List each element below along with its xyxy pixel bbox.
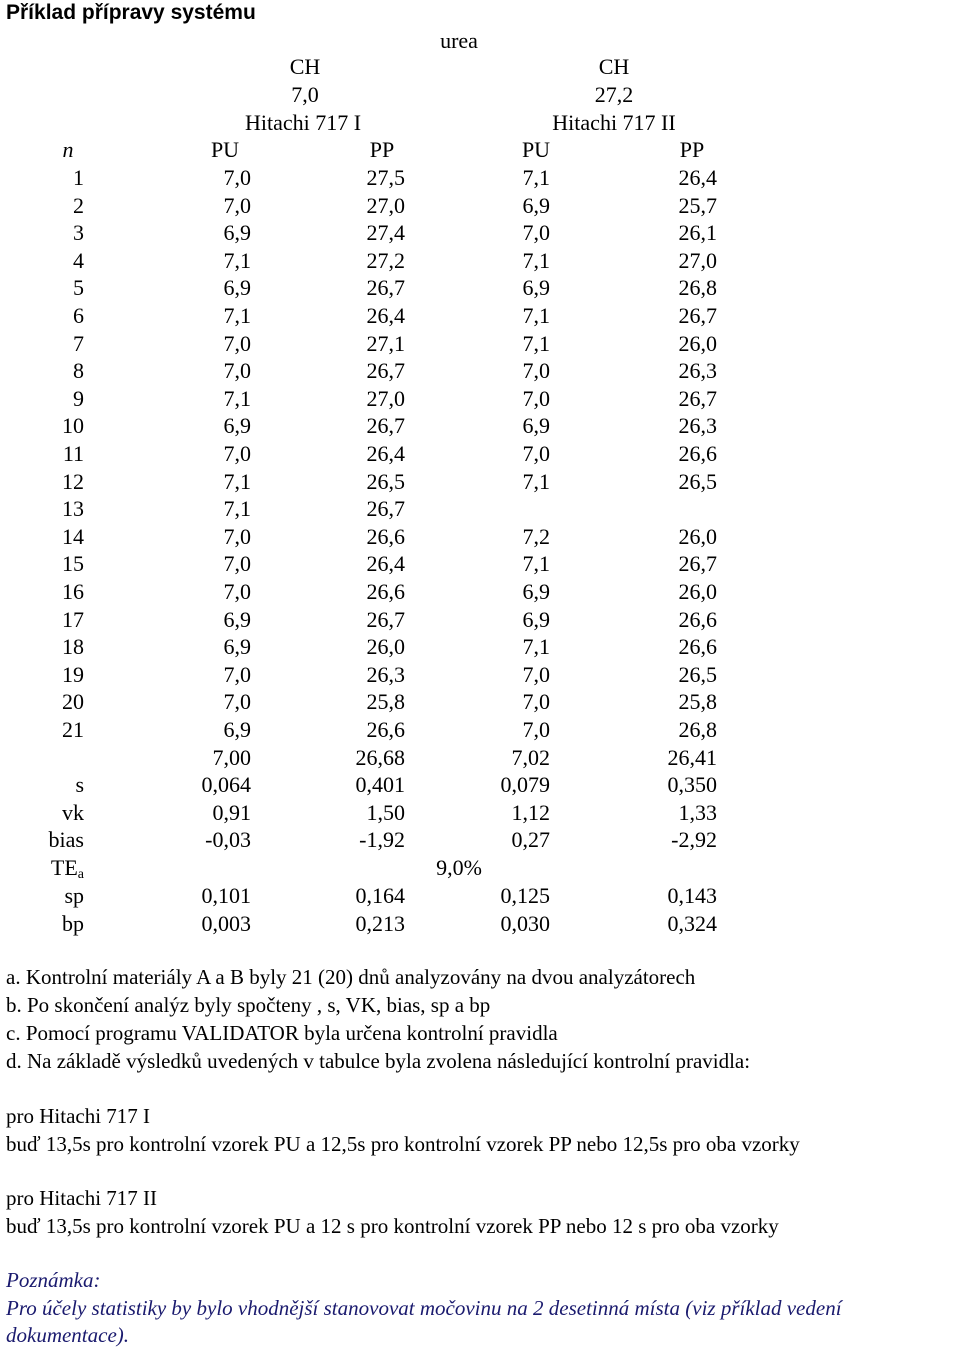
table-cell-n: 6: [73, 303, 84, 328]
rule-heading-1: pro Hitachi 717 I: [6, 1104, 151, 1128]
column-header-pu-1: PU: [210, 137, 240, 162]
table-cell-pu2: 7,1: [522, 551, 550, 577]
table-cell-pu2: 7,1: [522, 165, 550, 190]
table-cell-pu1: 6,9: [223, 275, 251, 301]
right-ch-label: CH: [598, 54, 630, 79]
table-cell-n: 16: [62, 579, 84, 604]
left-analyzer-name: Hitachi 717 I: [244, 110, 362, 135]
table-cell-n: 2: [73, 192, 84, 218]
table-cell-pu1: 7,0: [223, 523, 251, 549]
table-cell-pp1: 27,0: [366, 385, 405, 411]
column-header-pp-1: PP: [369, 137, 395, 162]
table-cell-n: s: [75, 772, 84, 798]
table-cell-pu2: 7,0: [522, 220, 550, 246]
table-cell-pu1: 7,0: [223, 661, 251, 687]
table-cell-n: 20: [62, 689, 84, 715]
right-analyzer-name: Hitachi 717 II: [552, 110, 676, 135]
table-cell-pu1: 7,1: [223, 468, 251, 494]
table-cell-pu2: 7,1: [522, 247, 550, 273]
table-cell-pu1: 7,0: [223, 551, 251, 577]
table-cell-pp2: 25,7: [678, 192, 717, 218]
table-cell-pu1: 6,9: [223, 717, 251, 742]
table-cell-pu2: 0,030: [500, 910, 550, 936]
table-cell-pu2: 7,0: [522, 689, 550, 715]
table-cell-pp1: 26,3: [366, 661, 405, 687]
table-cell-pu1: 0,91: [212, 799, 251, 825]
table-cell-pp1: 1,50: [366, 799, 405, 825]
table-cell-n: 21: [62, 717, 84, 742]
column-header-n: n: [62, 137, 74, 162]
table-cell-n: 14: [62, 523, 84, 549]
table-cell-pu2: 7,02: [511, 744, 550, 770]
table-cell-pp2: 26,3: [678, 413, 717, 439]
tea-value: 9,0%: [436, 855, 482, 880]
table-cell-pp1: 25,8: [366, 689, 405, 715]
table-cell-pu2: 6,9: [522, 275, 550, 301]
table-cell-pu1: 7,0: [223, 358, 251, 384]
table-cell-pp2: 0,324: [667, 910, 717, 936]
table-cell-pp2: 26,7: [678, 551, 717, 577]
table-cell-n: 7: [73, 330, 84, 356]
table-cell-pu2: 7,0: [522, 385, 550, 411]
table-cell-pp2: 26,0: [678, 330, 717, 356]
table-cell-n: 17: [62, 606, 84, 632]
table-cell-pp2: 26,8: [678, 275, 717, 301]
table-cell-n: 19: [62, 661, 84, 687]
column-header-pu-2: PU: [521, 137, 551, 162]
table-cell-pu2: 7,1: [522, 330, 550, 356]
table-cell-pp2: 26,0: [678, 579, 717, 604]
note-a: a. Kontrolní materiály A a B byly 21 (20) dnů analyzovány na dvou analyzátorech: [6, 965, 696, 989]
table-cell-pu1: 0,064: [201, 772, 251, 798]
table-cell-pp2: 26,41: [667, 744, 717, 770]
rule-text-2: buď 13,5s pro kontrolní vzorek PU a 12 s pro kontrolní vzorek PP nebo 12 s pro oba vzorky: [6, 1214, 779, 1238]
table-cell-pp2: 0,143: [667, 883, 717, 908]
table-cell-pp1: 0,213: [355, 910, 405, 936]
table-cell-n: 10: [62, 413, 84, 439]
table-cell-n: 13: [62, 496, 84, 522]
table-cell-n: sp: [64, 883, 84, 908]
table-cell-pp2: 1,33: [678, 799, 717, 825]
table-cell-pp1: 0,164: [355, 883, 405, 908]
page-title: Příklad přípravy systému: [6, 1, 256, 24]
table-cell-pu2: 0,27: [511, 827, 550, 853]
table-cell-pu2: 7,0: [522, 358, 550, 384]
table-cell-pu1: 7,1: [223, 247, 251, 273]
remark-line-2: dokumentace).: [6, 1323, 130, 1347]
right-ch-value: 27,2: [594, 82, 634, 107]
table-cell-pp1: 26,4: [366, 441, 405, 466]
table-cell-pu2: 6,9: [522, 192, 550, 218]
table-cell-pu2: 7,1: [522, 634, 550, 660]
table-cell-pu1: 7,1: [223, 303, 251, 328]
table-cell-pp2: 26,7: [678, 303, 717, 328]
note-d: d. Na základě výsledků uvedených v tabulce byla zvolena následující kontrolní pravidla:: [6, 1049, 751, 1073]
table-cell-n: 12: [62, 468, 84, 494]
table-cell-pu1: 6,9: [223, 413, 251, 439]
table-cell-pp1: -1,92: [359, 827, 405, 853]
table-cell-pu2: 7,0: [522, 717, 550, 742]
table-cell-pp1: 26,5: [366, 468, 405, 494]
table-cell-pp2: 26,5: [678, 661, 717, 687]
table-cell-pp2: 26,1: [678, 220, 717, 246]
table-cell-pu1: 7,0: [223, 192, 251, 218]
table-cell-pu2: 6,9: [522, 413, 550, 439]
table-cell-pu1: 7,0: [223, 579, 251, 604]
table-cell-pp1: 27,0: [366, 192, 405, 218]
table-cell-pp2: 26,3: [678, 358, 717, 384]
table-cell-pp2: 0,350: [667, 772, 717, 798]
table-cell-pp2: 26,7: [678, 385, 717, 411]
table-cell-pp2: 26,0: [678, 523, 717, 549]
table-cell-n: 5: [73, 275, 84, 301]
table-cell-pp1: 0,401: [355, 772, 405, 798]
table-cell-pu2: 7,0: [522, 441, 550, 466]
table-cell-pu2: 6,9: [522, 579, 550, 604]
table-cell-n: bp: [62, 910, 84, 936]
rule-text-1: buď 13,5s pro kontrolní vzorek PU a 12,5s pro kontrolní vzorek PP nebo 12,5s pro oba vzorky: [6, 1132, 800, 1156]
table-cell-pu1: 7,1: [223, 496, 251, 522]
table-cell-pu1: 7,0: [223, 330, 251, 356]
table-cell-pu1: 7,0: [223, 441, 251, 466]
table-cell-pp1: 26,6: [366, 523, 405, 549]
table-cell-pu1: 6,9: [223, 220, 251, 246]
table-cell-pp1: 26,7: [366, 358, 405, 384]
table-cell-pp1: 26,0: [366, 634, 405, 660]
table-cell-pu1: 0,003: [201, 910, 251, 936]
table-cell-n: bias: [48, 827, 84, 853]
table-cell-pp1: 26,68: [355, 744, 405, 770]
table-cell-pu2: 7,2: [522, 523, 550, 549]
table-cell-pp1: 26,4: [366, 551, 405, 577]
table-cell-pu1: -0,03: [205, 827, 251, 853]
table-cell-pu1: 0,101: [201, 883, 251, 908]
table-cell-pu1: 7,1: [223, 385, 251, 411]
table-cell-n: 9: [73, 385, 84, 411]
table-cell-n: vk: [62, 799, 84, 825]
table-cell-pp1: 26,4: [366, 303, 405, 328]
table-cell-n: 15: [62, 551, 84, 577]
table-cell-pu1: 7,0: [223, 165, 251, 190]
remark-line-1: Pro účely statistiky by bylo vhodnější stanovovat močovinu na 2 desetinná místa (viz příklad vedení: [6, 1296, 842, 1320]
table-cell-pp2: 26,4: [678, 165, 717, 190]
table-cell-pu2: 1,12: [511, 799, 550, 825]
table-cell-pu2: 7,0: [522, 661, 550, 687]
table-cell-n: 18: [62, 634, 84, 660]
table-cell-pp1: 27,4: [366, 220, 405, 246]
table-cell-pp1: 27,1: [366, 330, 405, 356]
table-cell-pp2: 26,6: [678, 441, 717, 466]
table-cell-pu1: 7,00: [212, 744, 251, 770]
table-cell-pu2: 7,1: [522, 303, 550, 328]
remark-heading: Poznámka:: [6, 1268, 101, 1292]
note-b: b. Po skončení analýz byly spočteny , s, VK, bias, sp a bp: [6, 993, 491, 1017]
table-cell-n: 8: [73, 358, 84, 384]
table-cell-pp1: 26,7: [366, 606, 405, 632]
column-header-pp-2: PP: [679, 137, 705, 162]
table-cell-pp1: 26,7: [366, 413, 405, 439]
table-cell-n: 1: [73, 165, 84, 190]
table-cell-pp2: 26,5: [678, 468, 717, 494]
table-cell-pu2: 6,9: [522, 606, 550, 632]
rule-heading-2: pro Hitachi 717 II: [6, 1186, 158, 1210]
table-cell-pu1: 7,0: [223, 689, 251, 715]
note-c: c. Pomocí programu VALIDATOR byla určena kontrolní pravidla: [6, 1021, 558, 1045]
table-cell-pu2: 0,079: [500, 772, 550, 798]
left-ch-label: CH: [289, 54, 321, 79]
table-cell-pp1: 27,5: [366, 165, 405, 190]
tea-label: $TE_a$: [50, 855, 84, 882]
table-cell-pp2: -2,92: [671, 827, 717, 853]
table-cell-pp1: 26,6: [366, 579, 405, 604]
table-cell-pp2: 26,6: [678, 634, 717, 660]
table-cell-n: 3: [73, 220, 84, 246]
table-cell-n: 4: [73, 247, 84, 273]
analyte-label: urea: [440, 28, 478, 53]
table-cell-pp2: 27,0: [678, 247, 717, 273]
table-cell-pu2: 0,125: [500, 883, 550, 908]
table-cell-pu1: 6,9: [223, 606, 251, 632]
table-cell-pu1: 6,9: [223, 634, 251, 660]
table-cell-pp2: 26,6: [678, 606, 717, 632]
table-cell-pp1: 27,2: [366, 247, 405, 273]
left-ch-value: 7,0: [291, 82, 319, 107]
table-cell-pp1: 26,7: [366, 275, 405, 301]
table-cell-n: 11: [62, 441, 84, 466]
table-cell-pp1: 26,6: [366, 717, 405, 742]
table-cell-pp2: 26,8: [678, 717, 717, 742]
table-cell-pp1: 26,7: [366, 496, 405, 522]
table-cell-pp2: 25,8: [678, 689, 717, 715]
table-cell-pu2: 7,1: [522, 468, 550, 494]
